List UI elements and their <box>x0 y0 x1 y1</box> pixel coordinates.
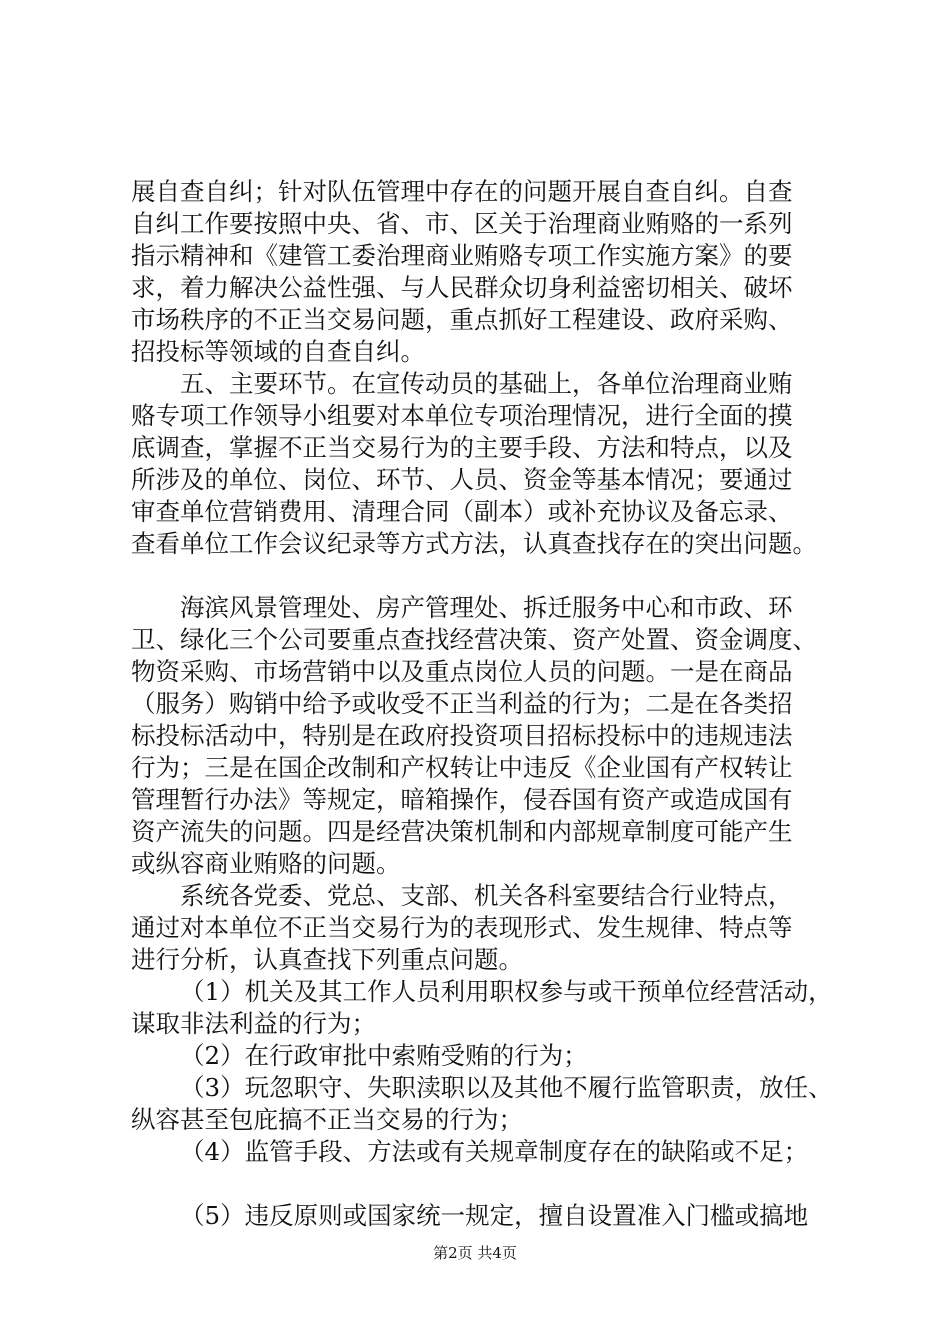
text-line: 审查单位营销费用、清理合同（副本）或补充协议及备忘录、 <box>131 497 793 526</box>
text-line: 海滨风景管理处、房产管理处、拆迁服务中心和市政、环 <box>180 593 793 622</box>
text-line: 市场秩序的不正当交易问题，重点抓好工程建设、政府采购、 <box>131 305 793 334</box>
list-item: （2）在行政审批中索贿受贿的行为； <box>180 1041 588 1070</box>
text-line: 通过对本单位不正当交易行为的表现形式、发生规律、特点等 <box>131 913 793 942</box>
text-line: 所涉及的单位、岗位、环节、人员、资金等基本情况；要通过 <box>131 465 793 494</box>
text-line: 指示精神和《建管工委治理商业贿赂专项工作实施方案》的要 <box>131 241 793 270</box>
page-number-footer: 第2页 共4页 <box>433 1244 517 1262</box>
list-item: （5）违反原则或国家统一规定，擅自设置准入门槛或搞地 <box>180 1201 809 1230</box>
text-line: 或纵容商业贿赂的问题。 <box>131 849 401 878</box>
text-line: 管理暂行办法》等规定，暗箱操作，侵吞国有资产或造成国有 <box>131 785 793 814</box>
text-line: 标投标活动中，特别是在政府投资项目招标投标中的违规违法 <box>131 721 793 750</box>
text-line: 自纠工作要按照中央、省、市、区关于治理商业贿赂的一系列 <box>131 209 793 238</box>
text-line: 纵容甚至包庇搞不正当交易的行为； <box>131 1105 523 1134</box>
text-line: 卫、绿化三个公司要重点查找经营决策、资产处置、资金调度、 <box>131 625 817 654</box>
list-item: （1）机关及其工作人员利用职权参与或干预单位经营活动， <box>180 977 833 1006</box>
text-line: 赂专项工作领导小组要对本单位专项治理情况，进行全面的摸 <box>131 401 793 430</box>
text-line: 五、主要环节。在宣传动员的基础上，各单位治理商业贿 <box>180 369 793 398</box>
list-item: （3）玩忽职守、失职渎职以及其他不履行监管职责，放任、 <box>180 1073 833 1102</box>
text-line: 物资采购、市场营销中以及重点岗位人员的问题。一是在商品 <box>131 657 793 686</box>
list-item: （4）监管手段、方法或有关规章制度存在的缺陷或不足； <box>180 1137 809 1166</box>
text-line: 谋取非法利益的行为； <box>131 1009 376 1038</box>
text-line: （服务）购销中给予或收受不正当利益的行为；二是在各类招 <box>131 689 793 718</box>
text-line: 查看单位工作会议纪录等方式方法，认真查找存在的突出问题。 <box>131 529 817 558</box>
text-line: 招投标等领域的自查自纠。 <box>131 337 425 366</box>
text-line: 进行分析，认真查找下列重点问题。 <box>131 945 523 974</box>
text-line: 底调查，掌握不正当交易行为的主要手段、方法和特点，以及 <box>131 433 793 462</box>
text-line: 资产流失的问题。四是经营决策机制和内部规章制度可能产生 <box>131 817 793 846</box>
text-line: 系统各党委、党总、支部、机关各科室要结合行业特点， <box>180 881 793 910</box>
text-line: 求，着力解决公益性强、与人民群众切身利益密切相关、破坏 <box>131 273 793 302</box>
text-line: 展自查自纠；针对队伍管理中存在的问题开展自查自纠。自查 <box>131 177 793 206</box>
text-line: 行为；三是在国企改制和产权转让中违反《企业国有产权转让 <box>131 753 793 782</box>
